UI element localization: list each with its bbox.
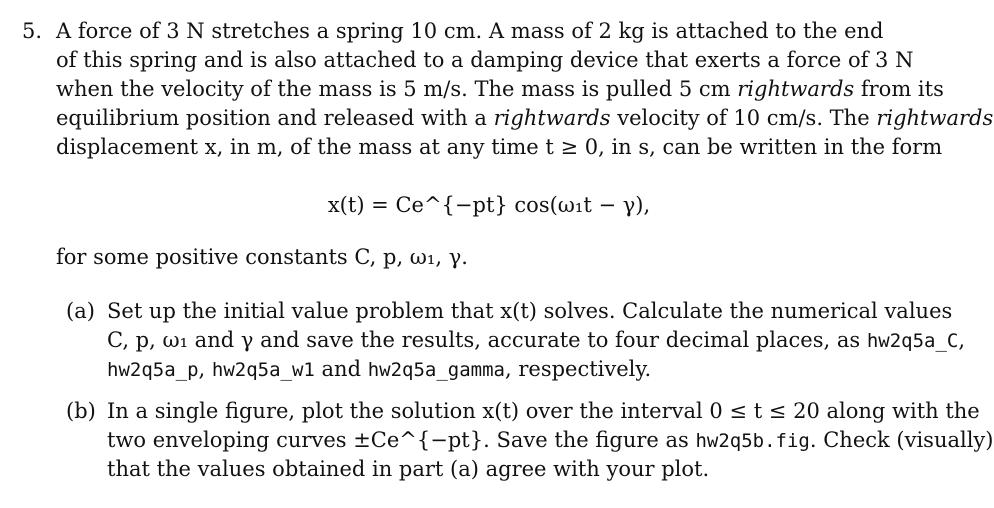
emphasis-rightwards: rightwards [737, 77, 855, 101]
displacement-formula: x(t) = Ce^{−pt} cos(ω₁t − γ), [327, 193, 651, 217]
problem-line-6: for some positive constants C, p, ω₁, γ. [56, 245, 468, 269]
part-b-line-2: two enveloping curves ±Ce^{−pt}. Save the figure as hw2q5b.fig. Check (visually) [107, 428, 994, 452]
part-a-line-2: C, p, ω₁ and γ and save the results, accurate to four decimal places, as hw2q5a_C, [107, 328, 966, 352]
code-variable: hw2q5a_w1 [211, 359, 315, 381]
part-b-label: (b) [66, 399, 96, 423]
part-a-line-1: Set up the initial value problem that x(t) solves. Calculate the numerical values [107, 299, 953, 323]
problem-line-1: A force of 3 N stretches a spring 10 cm. A mass of 2 kg is attached to the end [56, 19, 884, 43]
part-a-label: (a) [66, 299, 95, 323]
emphasis-rightwards: rightwards [493, 106, 611, 130]
problem-line-2: of this spring and is also attached to a damping device that exerts a force of 3 N [56, 48, 914, 72]
code-filename: hw2q5b.fig [695, 430, 810, 452]
problem-line-4: equilibrium position and released with a rightwards velocity of 10 cm/s. The rightwards [56, 106, 994, 130]
problem-line-5: displacement x, in m, of the mass at any time t ≥ 0, in s, can be written in the form [56, 135, 943, 159]
problem-number: 5. [22, 19, 43, 43]
code-variable: hw2q5a_C [866, 330, 959, 352]
code-variable: hw2q5a_p [107, 359, 199, 381]
code-variable: hw2q5a_gamma [367, 359, 505, 381]
problem-line-3: when the velocity of the mass is 5 m/s. The mass is pulled 5 cm rightwards from its [56, 77, 944, 101]
part-a-line-3: hw2q5a_p, hw2q5a_w1 and hw2q5a_gamma, respectively. [107, 357, 652, 381]
part-b-line-3: that the values obtained in part (a) agree with your plot. [107, 457, 710, 481]
emphasis-rightwards: rightwards [876, 106, 994, 130]
part-b-line-1: In a single figure, plot the solution x(t) over the interval 0 ≤ t ≤ 20 along with the [107, 399, 980, 423]
